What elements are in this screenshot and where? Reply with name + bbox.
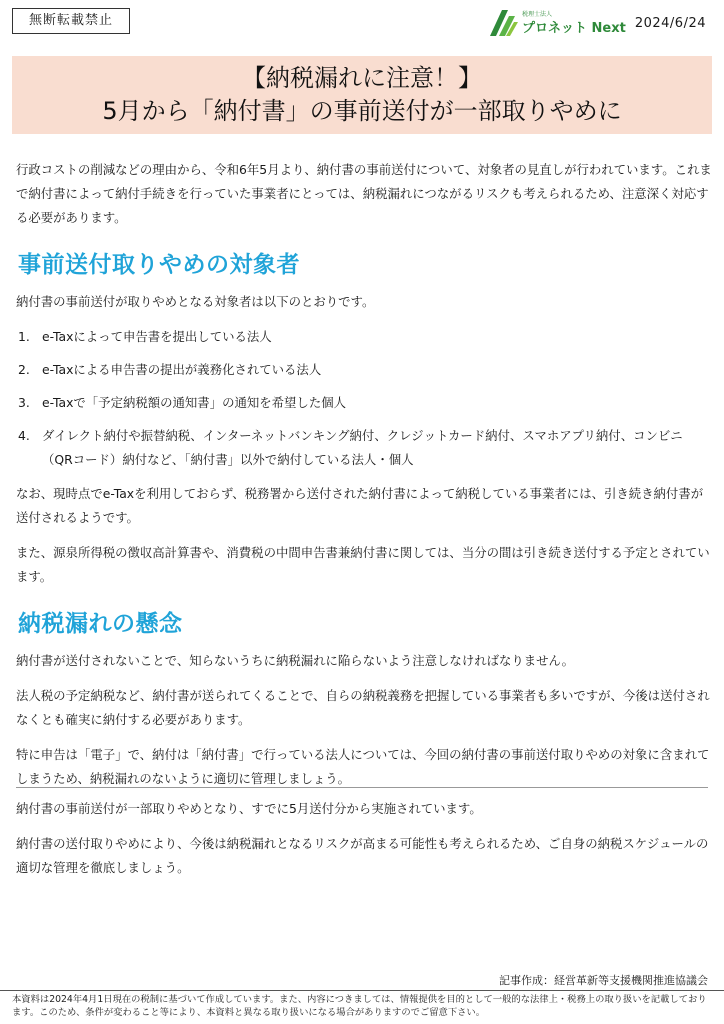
list-item [16,424,712,472]
no-reprint-badge: 無断転載禁止 [12,8,130,34]
summary-paragraph-2: 納付書の送付取りやめにより、今後は納税漏れとなるリスクが高まる可能性も考えられるため、ご自身の納税スケジュールの適切な管理を徹底しましょう。 [16,836,709,875]
footer-divider [0,990,724,991]
article-credit: 記事作成：経営革新等支援機関推進協議会 [499,974,708,987]
list-number: 3. [18,395,30,410]
targets-note-2: また、源泉所得税の徴収高計算書や、消費税の中間申告書兼納付書に関しては、当分の間は引き続き送付する予定とされています。 [16,545,710,584]
list-text: e-Taxによる申告書の提出が義務化されている法人 [42,362,322,377]
summary-paragraph-1: 納付書の事前送付が一部取りやめとなり、すでに5月送付分から実施されています。 [16,801,482,816]
list-number: 1. [18,329,30,344]
list-item [16,325,712,349]
concern-paragraph-2: 法人税の予定納税など、納付書が送られてくることで、自らの納税義務を把握している事業者も多いですが、今後は送付されなくとも確実に納付する必要があります。 [16,688,710,727]
title-line-1: 【納税漏れに注意！】 [242,64,482,92]
section-heading-concern: 納税漏れの懸念 [18,611,183,637]
logo-mark-icon [488,8,518,38]
intro-paragraph: 行政コストの削減などの理由から、令和6年5月より、納付書の事前送付について、対象者の見直しが行われています。これまで納付書によって納付手続きを行っていた事業者にとっては、納税漏れにつながるリスクも考えられるため、注意深く対応する必要があります。 [16,162,712,225]
targets-lead: 納付書の事前送付が取りやめとなる対象者は以下のとおりです。 [16,294,375,309]
section-divider [16,787,708,788]
concern-paragraph-1: 納付書が送付されないことで、知らないうちに納税漏れに陥らないよう注意しなければなりません。 [16,653,575,668]
issue-date: 2024/6/24 [634,16,706,31]
list-number: 2. [18,362,30,377]
summary-block [16,797,712,891]
logo-name: プロネット Next [522,20,626,36]
footer-disclaimer: 本資料は2024年4月1日現在の税制に基づいて作成しています。また、内容につきましては、情報提供を目的として一般的な法律上・税務上の取り扱いを記載しております。このため、条件が変わること等により、本資料と異なる取り扱いになる場合がありますのでご留意下さい。 [12,994,707,1018]
company-logo [488,6,626,40]
list-item [16,358,712,382]
list-number: 4. [18,428,30,443]
concern-paragraph-3: 特に申告は「電子」で、納付は「納付書」で行っている法人については、今回の納付書の事前送付取りやめの対象に含まれてしまうため、納税漏れのないように適切に管理しましょう。 [16,747,710,786]
title-line-2: 5月から「納付書」の事前送付が一部取りやめに [102,97,622,125]
list-item [16,391,712,415]
article-body [16,158,712,802]
targets-note-1: なお、現時点でe-Taxを利用しておらず、税務署から送付された納付書によって納税している事業者には、引き続き納付書が送付されるようです。 [16,486,704,525]
section-heading-targets: 事前送付取りやめの対象者 [18,252,300,278]
list-text: e-Taxによって申告書を提出している法人 [42,329,272,344]
title-banner [12,56,712,134]
list-text: ダイレクト納付や振替納税、インターネットバンキング納付、クレジットカード納付、スマホアプリ納付、コンビニ（QRコード）納付など、「納付書」以外で納付している法人・個人 [42,428,683,467]
target-list [16,325,712,472]
list-text: e-Taxで「予定納税額の通知書」の通知を希望した個人 [42,395,346,410]
logo-subtitle: 税理士法人 [522,10,553,18]
